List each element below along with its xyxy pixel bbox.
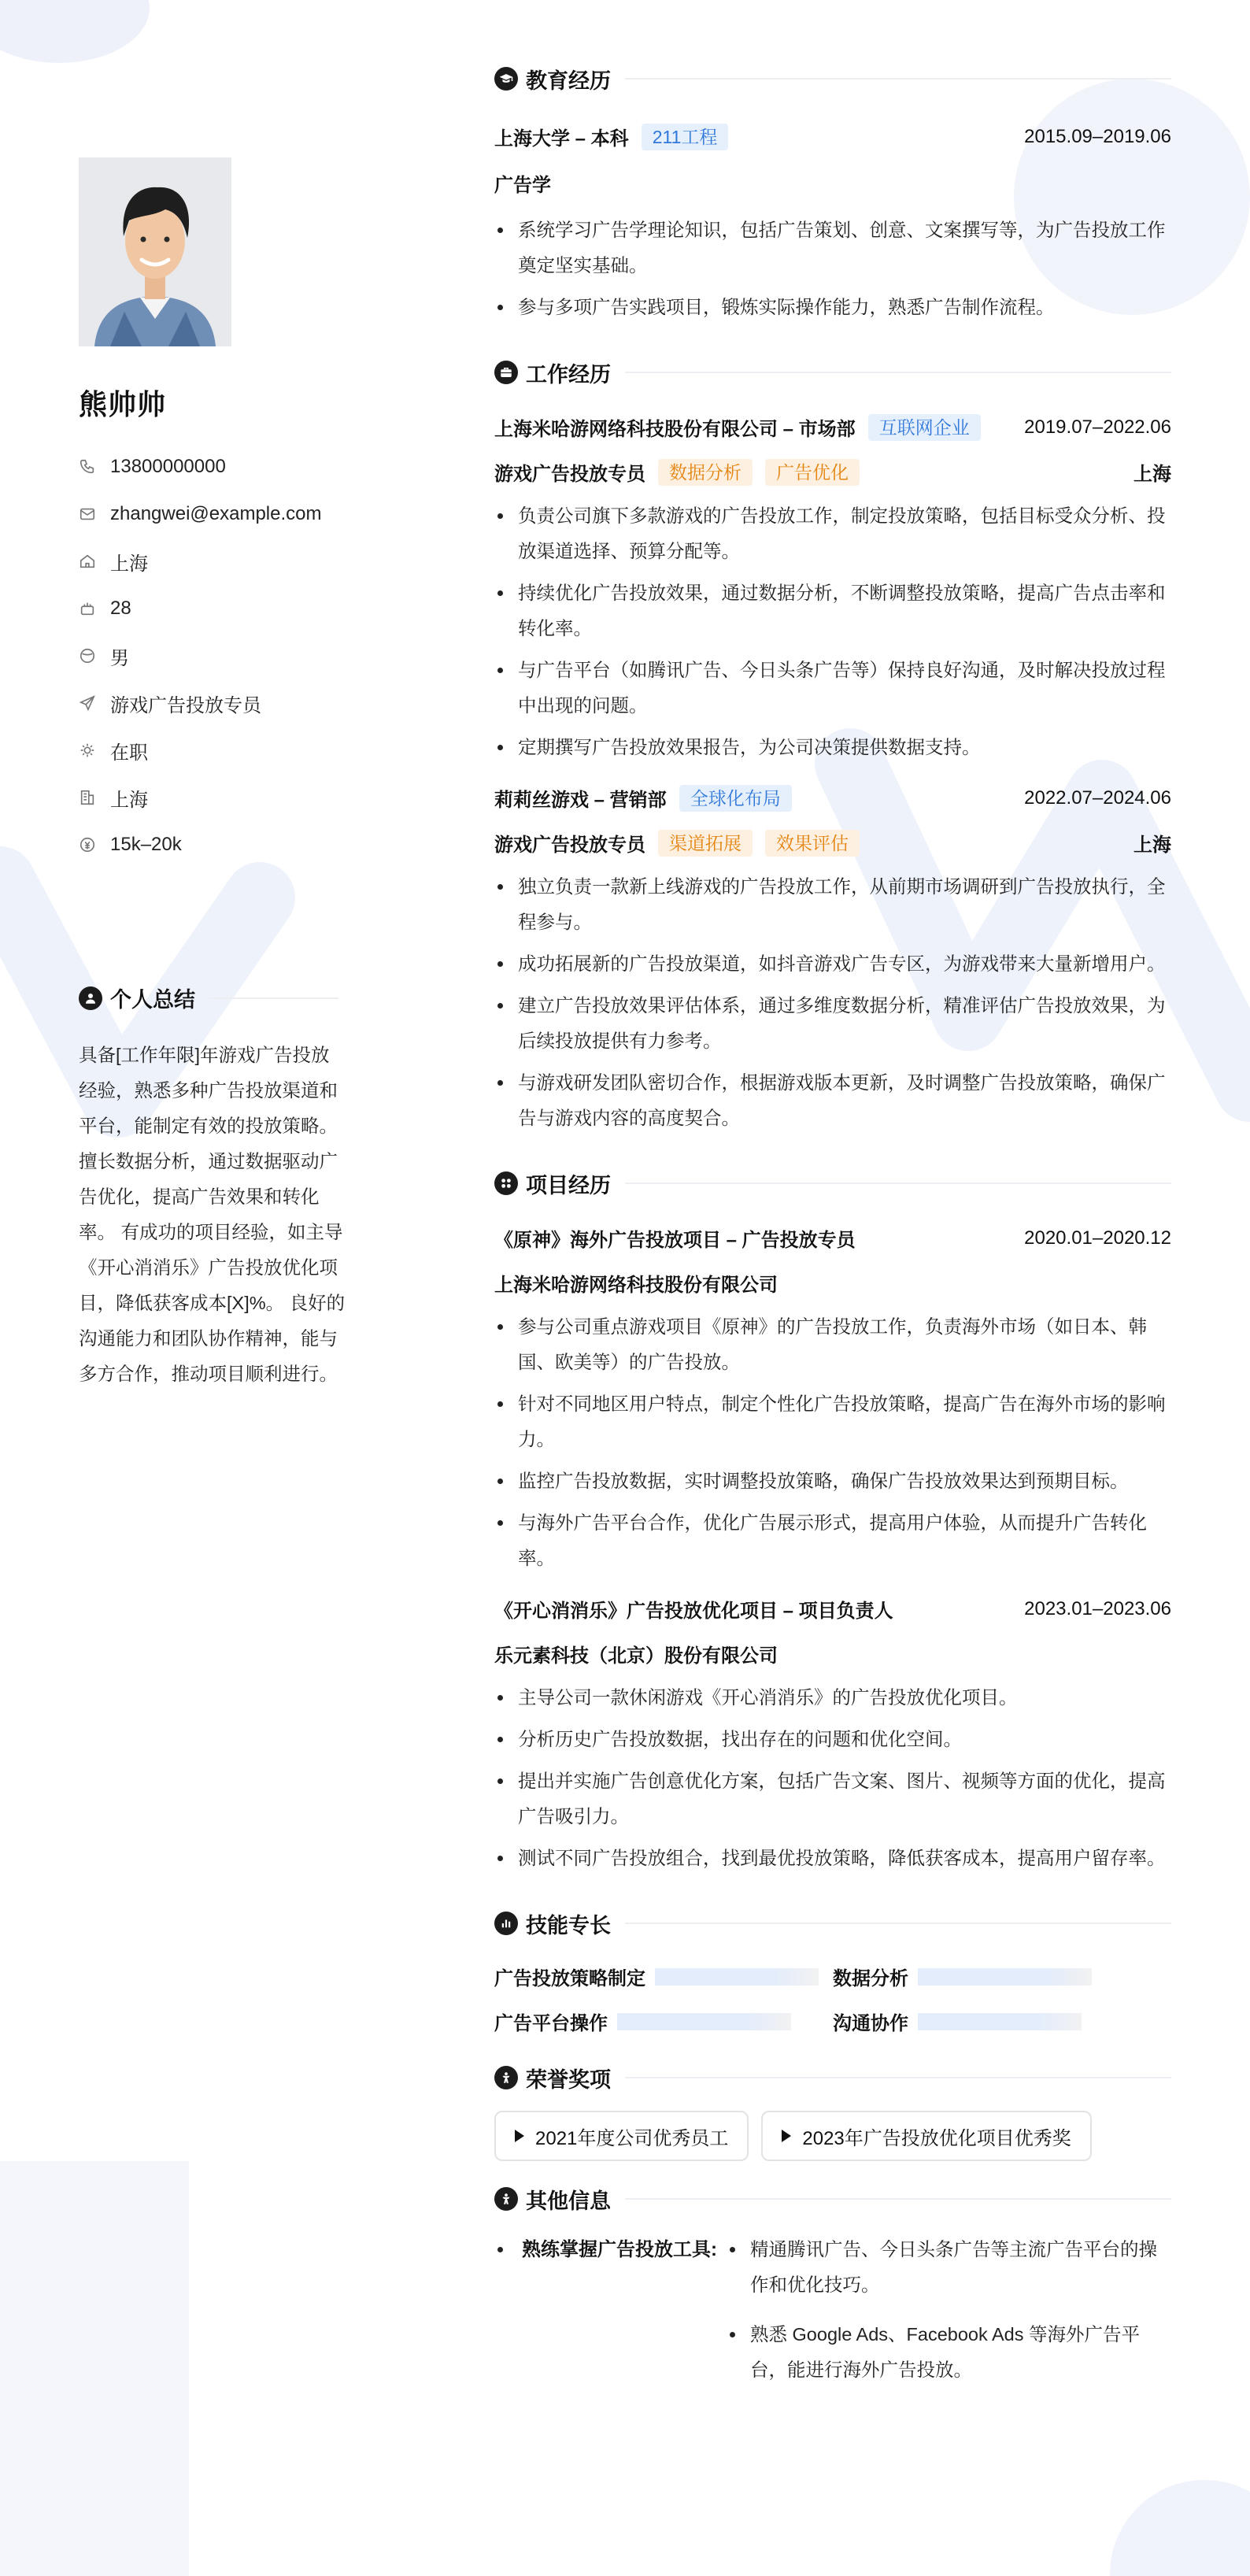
section-title: 其他信息 xyxy=(526,2189,611,2213)
project-company-row xyxy=(494,1269,1171,1297)
section-title: 个人总结 xyxy=(110,988,195,1012)
list-item: 监控广告投放数据，实时调整投放策略，确保广告投放效果达到预期目标。 xyxy=(494,1464,1171,1499)
graduation-cap-icon xyxy=(494,67,518,91)
section-title: 工作经历 xyxy=(526,362,611,387)
briefcase-icon xyxy=(494,361,518,384)
section-divider xyxy=(625,2077,1171,2078)
list-item: 测试不同广告投放组合，找到最优投放策略，降低获客成本，提高用户留存率。 xyxy=(494,1841,1171,1876)
list-item: 负责公司旗下多款游戏的广告投放工作，制定投放策略，包括目标受众分析、投放渠道选择、预算分配等。 xyxy=(494,498,1171,569)
info-age xyxy=(79,585,338,632)
project-header xyxy=(494,1595,1171,1623)
other-info xyxy=(494,2232,1171,2394)
project-date: 2023.01–2023.06 xyxy=(1024,1597,1171,1619)
skill-level-bar xyxy=(918,1968,1092,1986)
section-divider xyxy=(209,997,338,999)
project-company: 上海米哈游网络科技股份有限公司 xyxy=(494,1275,778,1296)
section-divider xyxy=(625,2198,1171,2200)
award-chip xyxy=(761,2111,1091,2161)
project-bullets xyxy=(494,1680,1171,1876)
skill-level-bar xyxy=(918,2013,1082,2030)
major-row xyxy=(494,169,1171,197)
project-name: 《开心消消乐》广告投放优化项目 – 项目负责人 xyxy=(494,1601,893,1622)
skill-item xyxy=(494,1963,833,1990)
education-date: 2015.09–2019.06 xyxy=(1024,125,1171,147)
mail-icon xyxy=(79,505,96,523)
list-item: 主导公司一款休闲游戏《开心消消乐》的广告投放优化项目。 xyxy=(494,1680,1171,1715)
contact-info xyxy=(79,443,338,868)
job-role-row xyxy=(494,458,1171,486)
project-header xyxy=(494,1224,1171,1252)
skill-name: 广告平台操作 xyxy=(494,2013,608,2034)
other-label: 熟练掌握广告投放工具: xyxy=(522,2239,717,2260)
info-gender xyxy=(79,632,338,679)
info-position xyxy=(79,679,338,727)
section-divider xyxy=(625,372,1171,373)
section-title: 技能专长 xyxy=(526,1913,611,1938)
skill-level-bar xyxy=(617,2013,791,2030)
work-section-header xyxy=(494,357,1171,388)
school-name: 上海大学 – 本科 xyxy=(494,128,629,150)
money-icon xyxy=(79,836,96,853)
list-item: 熟悉 Google Ads、Facebook Ads 等海外广告平台，能进行海外广告投放。 xyxy=(727,2317,1171,2388)
section-divider xyxy=(625,78,1171,80)
info-phone xyxy=(79,443,338,490)
building-icon xyxy=(79,789,96,806)
list-item: 成功拓展新的广告投放渠道，如抖音游戏广告专区，为游戏带来大量新增用户。 xyxy=(494,946,1171,982)
skill-item xyxy=(833,2008,1171,2035)
job-role-row xyxy=(494,829,1171,857)
list-item: 精通腾讯广告、今日头条广告等主流广告平台的操作和优化技巧。 xyxy=(727,2232,1171,2303)
job-entry xyxy=(494,413,1171,765)
project-bullets xyxy=(494,1309,1171,1576)
position-value: 游戏广告投放专员 xyxy=(110,694,261,716)
section-divider xyxy=(625,1923,1171,1924)
education-row xyxy=(494,123,1171,150)
skill-level-bar xyxy=(655,1968,819,1986)
status-value: 在职 xyxy=(110,742,148,764)
skill-item xyxy=(833,1963,1171,1990)
skills-grid xyxy=(494,1963,1171,2035)
role-tag: 数据分析 xyxy=(658,459,753,486)
project-date: 2020.01–2020.12 xyxy=(1024,1227,1171,1249)
user-icon xyxy=(79,986,102,1010)
awards-section-header xyxy=(494,2062,1171,2093)
other-bullets xyxy=(727,2232,1171,2394)
list-item: 参与多项广告实践项目，锻炼实际操作能力，熟悉广告制作流程。 xyxy=(494,290,1171,325)
education-bullets xyxy=(494,213,1171,325)
summary-section-header xyxy=(79,983,338,1013)
section-title: 教育经历 xyxy=(526,68,611,93)
company-name: 上海米哈游网络科技股份有限公司 – 市场部 xyxy=(494,419,856,440)
bg-decoration-rect xyxy=(0,2161,189,2576)
expected-city-value: 上海 xyxy=(110,789,148,811)
company-tag: 互联网企业 xyxy=(868,414,981,441)
info-status xyxy=(79,727,338,774)
section-title: 荣誉奖项 xyxy=(526,2067,611,2092)
award-label: 2023年广告投放优化项目优秀奖 xyxy=(802,2127,1071,2149)
other-section-header xyxy=(494,2183,1171,2215)
company-name: 莉莉丝游戏 – 营销部 xyxy=(494,790,667,811)
age-value: 28 xyxy=(110,598,131,619)
list-item: 持续优化广告投放效果，通过数据分析，不断调整投放策略，提高广告点击率和转化率。 xyxy=(494,576,1171,646)
summary-text: 具备[工作年限]年游戏广告投放经验，熟悉多种广告投放渠道和平台，能制定有效的投放策略。 擅长数据分析，通过数据驱动广告优化，提高广告效果和转化率。 有成功的项目经验，如主导《开心消消乐》广告投放优化项目，降低获客成本[X]%。 良好的沟通能力和团队协作精神，能与多方合作，推动项目顺利进行。 xyxy=(79,1045,346,1384)
award-chip xyxy=(494,2111,749,2161)
list-item: 针对不同地区用户特点，制定个性化广告投放策略，提高广告在海外市场的影响力。 xyxy=(494,1386,1171,1457)
location-value: 上海 xyxy=(110,553,148,575)
project-entry xyxy=(494,1595,1171,1876)
list-item: 提出并实施广告创意优化方案，包括广告文案、图片、视频等方面的优化，提高广告吸引力。 xyxy=(494,1764,1171,1834)
list-item: 定期撰写广告投放效果报告，为公司决策提供数据支持。 xyxy=(494,730,1171,765)
role-tag: 渠道拓展 xyxy=(658,830,753,857)
job-role: 游戏广告投放专员 xyxy=(494,464,645,485)
job-city: 上海 xyxy=(1134,464,1171,485)
info-email xyxy=(79,490,338,538)
job-bullets xyxy=(494,869,1171,1136)
project-company: 乐元素科技（北京）股份有限公司 xyxy=(494,1645,778,1667)
info-expected-city xyxy=(79,774,338,821)
award-icon xyxy=(494,2066,518,2089)
major-name: 广告学 xyxy=(494,175,551,196)
salary-value: 15k–20k xyxy=(110,834,182,855)
email-value[interactable]: zhangwei@example.com xyxy=(110,503,322,524)
project-company-row xyxy=(494,1640,1171,1667)
other-label-row xyxy=(494,2232,717,2394)
skill-name: 数据分析 xyxy=(833,1968,908,1989)
role-tag: 广告优化 xyxy=(765,459,860,486)
company-tag: 全球化布局 xyxy=(679,785,792,812)
list-item: 系统学习广告学理论知识，包括广告策划、创意、文案撰写等，为广告投放工作奠定坚实基础。 xyxy=(494,213,1171,283)
list-item: 与游戏研发团队密切合作，根据游戏版本更新，及时调整广告投放策略，确保广告与游戏内容的高度契合。 xyxy=(494,1065,1171,1136)
info-location xyxy=(79,538,338,585)
job-date: 2022.07–2024.06 xyxy=(1024,786,1171,809)
play-icon xyxy=(515,2130,524,2142)
skill-name: 沟通协作 xyxy=(833,2013,908,2034)
person-name: 熊帅帅 xyxy=(79,388,167,420)
job-date: 2019.07–2022.06 xyxy=(1024,416,1171,438)
job-header xyxy=(494,784,1171,812)
send-icon xyxy=(79,694,96,712)
job-bullets xyxy=(494,498,1171,765)
phone-value[interactable]: 13800000000 xyxy=(110,456,226,477)
gender-value: 男 xyxy=(110,647,129,669)
sidebar xyxy=(79,157,338,868)
award-icon xyxy=(494,2187,518,2211)
list-item: 参与公司重点游戏项目《原神》的广告投放工作，负责海外市场（如日本、韩国、欧美等）的广告投放。 xyxy=(494,1309,1171,1380)
gender-icon xyxy=(79,647,96,664)
skill-name: 广告投放策略制定 xyxy=(494,1968,645,1989)
list-item: 独立负责一款新上线游戏的广告投放工作，从前期市场调研到广告投放执行，全程参与。 xyxy=(494,869,1171,940)
education-section-header xyxy=(494,63,1171,94)
bg-decoration-circle xyxy=(1110,2480,1250,2576)
project-entry xyxy=(494,1224,1171,1576)
home-icon xyxy=(79,553,96,570)
list-item: 与海外广告平台合作，优化广告展示形式，提高用户体验，从而提升广告转化率。 xyxy=(494,1505,1171,1576)
status-icon xyxy=(79,742,96,759)
award-label: 2021年度公司优秀员工 xyxy=(535,2127,729,2149)
skills-section-header xyxy=(494,1908,1171,1939)
list-item: 分析历史广告投放数据，找出存在的问题和优化空间。 xyxy=(494,1722,1171,1757)
job-entry xyxy=(494,784,1171,1136)
phone-icon xyxy=(79,458,96,476)
grid-icon xyxy=(494,1171,518,1195)
list-item: 建立广告投放效果评估体系，通过多维度数据分析，精准评估广告投放效果，为后续投放提供有力参考。 xyxy=(494,988,1171,1059)
section-divider xyxy=(625,1183,1171,1184)
awards-list xyxy=(494,2111,1171,2161)
bg-decoration-circle xyxy=(0,0,150,63)
job-city: 上海 xyxy=(1134,835,1171,856)
age-icon xyxy=(79,600,96,617)
info-salary xyxy=(79,821,338,868)
projects-section-header xyxy=(494,1168,1171,1199)
role-tag: 效果评估 xyxy=(765,830,860,857)
education-tag: 211工程 xyxy=(642,124,729,150)
job-header xyxy=(494,413,1171,441)
skill-item xyxy=(494,2008,833,2035)
bar-chart-icon xyxy=(494,1912,518,1935)
main-content xyxy=(494,63,1171,2394)
job-role: 游戏广告投放专员 xyxy=(494,835,645,856)
play-icon xyxy=(782,2130,791,2142)
avatar xyxy=(79,157,231,346)
project-name: 《原神》海外广告投放项目 – 广告投放专员 xyxy=(494,1230,856,1251)
section-title: 项目经历 xyxy=(526,1173,611,1197)
list-item: 与广告平台（如腾讯广告、今日头条广告等）保持良好沟通，及时解决投放过程中出现的问题。 xyxy=(494,653,1171,724)
